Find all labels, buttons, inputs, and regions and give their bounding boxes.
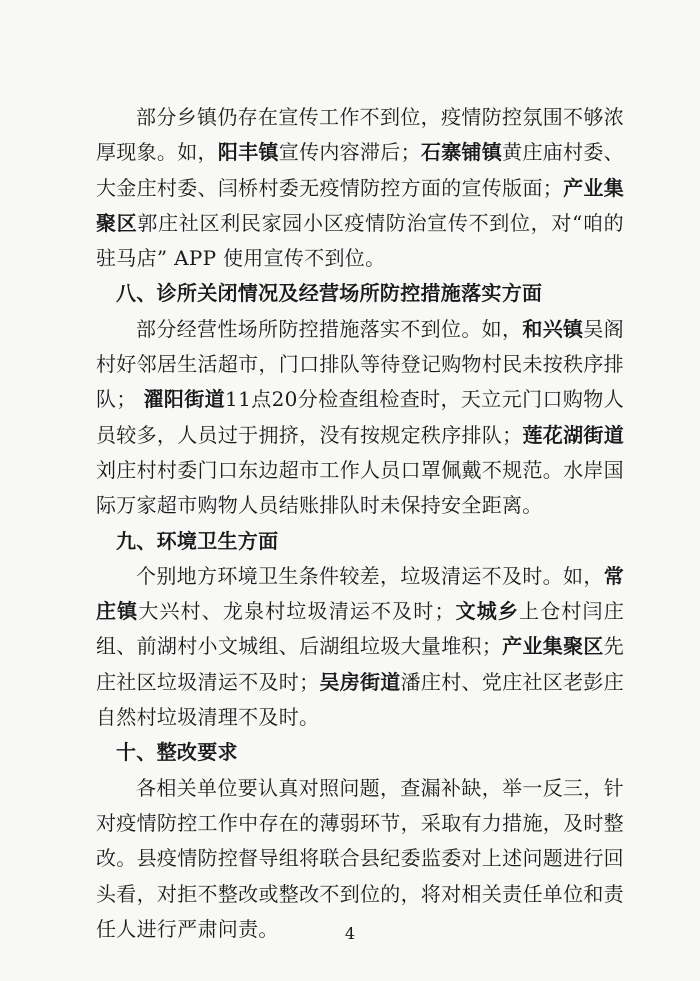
section-heading-10: 十、整改要求 [116, 740, 238, 765]
text-run: 潘庄村、党庄社区老彭庄自然村垃圾清理不及时。 [96, 669, 624, 730]
text-run: 先庄社区垃圾清运不及时； [96, 634, 625, 694]
town-name: 文城乡 [454, 599, 520, 624]
section-heading-8: 八、诊所关闭情况及经营场所防控措施落实方面 [116, 281, 543, 306]
text-run: 郭庄社区利民家园小区疫情防治宣传不到位，对“咱的驻马店” APP 使用宣传不到位。 [96, 210, 624, 271]
paragraph-publicity [96, 100, 624, 276]
paragraph-rectification: 各相关单位要认真对照问题，查漏补缺，举一反三，针对疫情防控工作中存在的薄弱环节，采取有力措施，及时整改。县疫情防控督导组将联合县纪委监委对上述问题进行回头看，对拒不整改或整改不到位的，将对相关责任单位和责任人进行严肃问责。 [96, 775, 624, 941]
text-run: 吴阁村好邻居生活超市，门口排队等待登记购物村民未按秩序排队； [96, 316, 625, 412]
street-name: 吴房街道 [319, 669, 401, 694]
text-run: 个别地方环境卫生条件较差，垃圾清运不及时。如， [136, 563, 604, 588]
document-body [96, 100, 624, 947]
street-name: 濯阳街道 [143, 387, 226, 412]
town-name: 常庄镇 [96, 563, 624, 624]
street-name: 莲花湖街道 [522, 422, 624, 447]
paragraph-business-premises [96, 312, 624, 524]
town-name: 阳丰镇 [217, 140, 279, 165]
text-run: 11点20分检查组检查时，天立元门口购物人员较多，人员过于拥挤，没有按规定秩序排队； [96, 387, 624, 447]
paragraph-sanitation [96, 559, 624, 735]
page-number: 4 [344, 924, 356, 943]
text-run: 刘庄村村委门口东边超市工作人员口罩佩戴不规范。水岸国际万家超市购物人员结账排队时未保持安全距离。 [96, 457, 624, 518]
text-run: 宣传内容滞后； [278, 140, 421, 165]
town-name: 和兴镇 [522, 316, 584, 341]
town-name: 石寨铺镇 [420, 140, 503, 165]
district-name: 产业集聚区 [96, 175, 625, 235]
text-run: 大兴村、龙泉村垃圾清运不及时； [138, 599, 455, 624]
text-run: 部分经营性场所防控措施落实不到位。如， [136, 316, 523, 341]
text-run: 上仓村闫庄组、前湖村小文城组、后湖组垃圾大量堆积； [96, 599, 625, 659]
text-run: 部分乡镇仍存在宣传工作不到位，疫情防控氛围不够浓厚现象。如， [96, 105, 624, 165]
section-heading-9: 九、环境卫生方面 [116, 528, 279, 553]
text-run: 黄庄庙村委、大金庄村委、闫桥村委无疫情防控方面的宣传版面； [96, 140, 624, 200]
district-name: 产业集聚区 [502, 634, 604, 659]
